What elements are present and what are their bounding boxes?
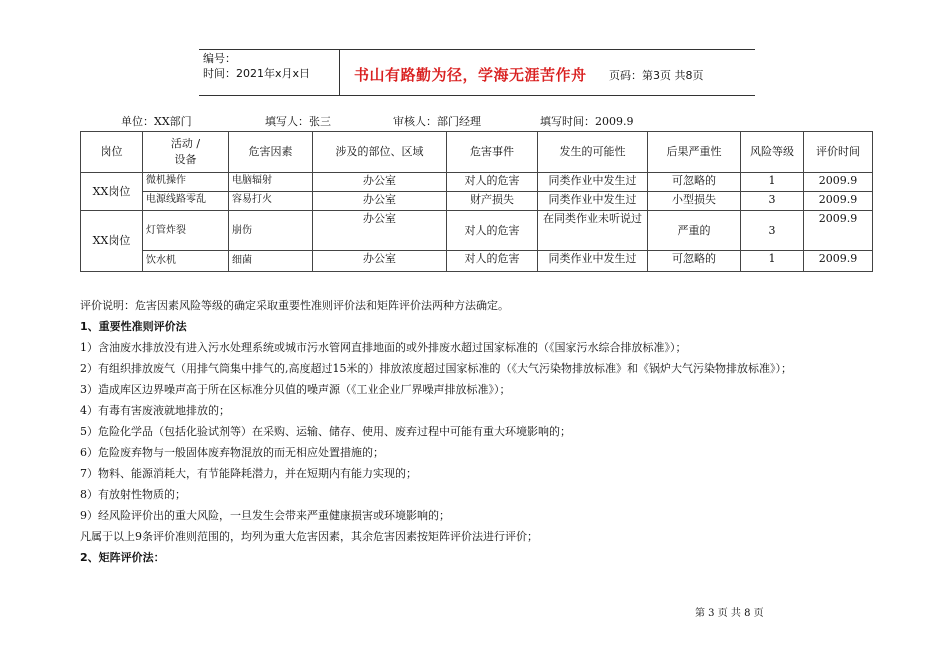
post-cell: XX岗位	[81, 173, 143, 211]
col-header-risk-level: 风险等级	[741, 132, 804, 173]
table-header-row	[81, 132, 873, 173]
criteria-item: 9）经风险评价出的重大风险，一旦发生会带来严重健康损害或环境影响的；	[80, 509, 450, 522]
header-time-label: 时间：2021年x月x日	[203, 67, 311, 80]
risk-table	[80, 131, 873, 272]
severity-cell: 小型损失	[648, 192, 741, 211]
hazard-cell: 细菌	[229, 251, 313, 272]
criteria-conclusion: 凡属于以上9条评价准则范围的，均列为重大危害因素，其余危害因素按矩阵评价法进行评价；	[80, 530, 538, 543]
page-header	[199, 49, 755, 96]
header-motto: 书山有路勤为径，学海无涯苦作舟	[354, 66, 587, 84]
area-cell: 办公室	[313, 192, 447, 211]
eval-time-cell: 2009.9	[804, 251, 873, 272]
table-row	[81, 173, 873, 192]
col-header-activity-line1: 活动 /	[170, 137, 201, 150]
table-row	[81, 192, 873, 211]
meta-fill-time: 填写时间：2009.9	[540, 115, 634, 128]
header-number-label: 编号：	[203, 52, 236, 65]
likelihood-cell: 同类作业中发生过	[538, 192, 648, 211]
section2-title: 2、矩阵评价法：	[80, 551, 165, 564]
activity-cell: 饮水机	[143, 251, 229, 272]
col-header-post: 岗位	[81, 132, 143, 173]
likelihood-cell: 同类作业中发生过	[538, 173, 648, 192]
likelihood-cell: 在同类作业未听说过	[538, 211, 648, 251]
criteria-item: 3）造成库区边界噪声高于所在区标准分贝值的噪声源（《工业企业厂界噪声排放标准》）；	[80, 383, 511, 396]
eval-time-cell: 2009.9	[804, 211, 873, 251]
event-cell: 对人的危害	[447, 173, 538, 192]
criteria-item: 4）有毒有害废液就地排放的；	[80, 404, 230, 417]
header-left	[203, 51, 337, 81]
col-header-activity-line2: 设备	[174, 153, 197, 166]
eval-time-cell: 2009.9	[804, 173, 873, 192]
activity-cell: 灯管炸裂	[143, 211, 229, 251]
area-cell: 办公室	[313, 173, 447, 192]
criteria-item: 2）有组织排放废气（用排气筒集中排气的,高度超过15米的）排放浓度超过国家标准的（《大气污染物排放标准》和《锅炉大气污染物排放标准》）；	[80, 362, 792, 375]
col-header-hazard: 危害因素	[229, 132, 313, 173]
meta-reviewer: 审核人：部门经理	[393, 115, 481, 128]
activity-cell: 微机操作	[143, 173, 229, 192]
hazard-cell: 容易打火	[229, 192, 313, 211]
table-row	[81, 251, 873, 272]
hazard-cell: 崩伤	[229, 211, 313, 251]
header-page-label: 页码：第3页 共8页	[609, 69, 704, 82]
criteria-item: 1）含油废水排放没有进入污水处理系统或城市污水管网直排地面的或外排废水超过国家标准的（《国家污水综合排放标准》）；	[80, 341, 687, 354]
criteria-item: 8）有放射性物质的；	[80, 488, 186, 501]
eval-time-cell: 2009.9	[804, 192, 873, 211]
event-cell: 财产损失	[447, 192, 538, 211]
risk-level-cell: 3	[741, 192, 804, 211]
col-header-eval-time: 评价时间	[804, 132, 873, 173]
meta-filler: 填写人：张三	[265, 115, 331, 128]
risk-level-cell: 1	[741, 173, 804, 192]
hazard-cell: 电脑辐射	[229, 173, 313, 192]
likelihood-cell: 同类作业中发生过	[538, 251, 648, 272]
col-header-event: 危害事件	[447, 132, 538, 173]
post-cell: XX岗位	[81, 211, 143, 272]
col-header-likelihood: 发生的可能性	[538, 132, 648, 173]
severity-cell: 可忽略的	[648, 173, 741, 192]
section1-title: 1、重要性准则评价法	[80, 320, 187, 333]
criteria-item: 6）危险废弃物与一般固体废弃物混放的而无相应处置措施的；	[80, 446, 384, 459]
col-header-severity: 后果严重性	[648, 132, 741, 173]
risk-level-cell: 1	[741, 251, 804, 272]
event-cell: 对人的危害	[447, 251, 538, 272]
severity-cell: 可忽略的	[648, 251, 741, 272]
col-header-area: 涉及的部位、区域	[313, 132, 447, 173]
col-header-activity	[143, 132, 229, 173]
activity-cell: 电源线路零乱	[143, 192, 229, 211]
severity-cell: 严重的	[648, 211, 741, 251]
event-cell: 对人的危害	[447, 211, 538, 251]
meta-unit: 单位：XX部门	[121, 115, 192, 128]
evaluation-intro: 评价说明：危害因素风险等级的确定采取重要性准则评价法和矩阵评价法两种方法确定。	[80, 299, 509, 312]
header-divider	[339, 50, 340, 95]
risk-level-cell: 3	[741, 211, 804, 251]
criteria-item: 7）物料、能源消耗大，有节能降耗潜力，并在短期内有能力实现的；	[80, 467, 417, 480]
page-footer: 第 3 页 共 8 页	[695, 608, 764, 619]
area-cell: 办公室	[313, 251, 447, 272]
area-cell: 办公室	[313, 211, 447, 251]
table-row	[81, 211, 873, 251]
criteria-item: 5）危险化学品（包括化验试剂等）在采购、运输、储存、使用、废弃过程中可能有重大环境影响的；	[80, 425, 571, 438]
